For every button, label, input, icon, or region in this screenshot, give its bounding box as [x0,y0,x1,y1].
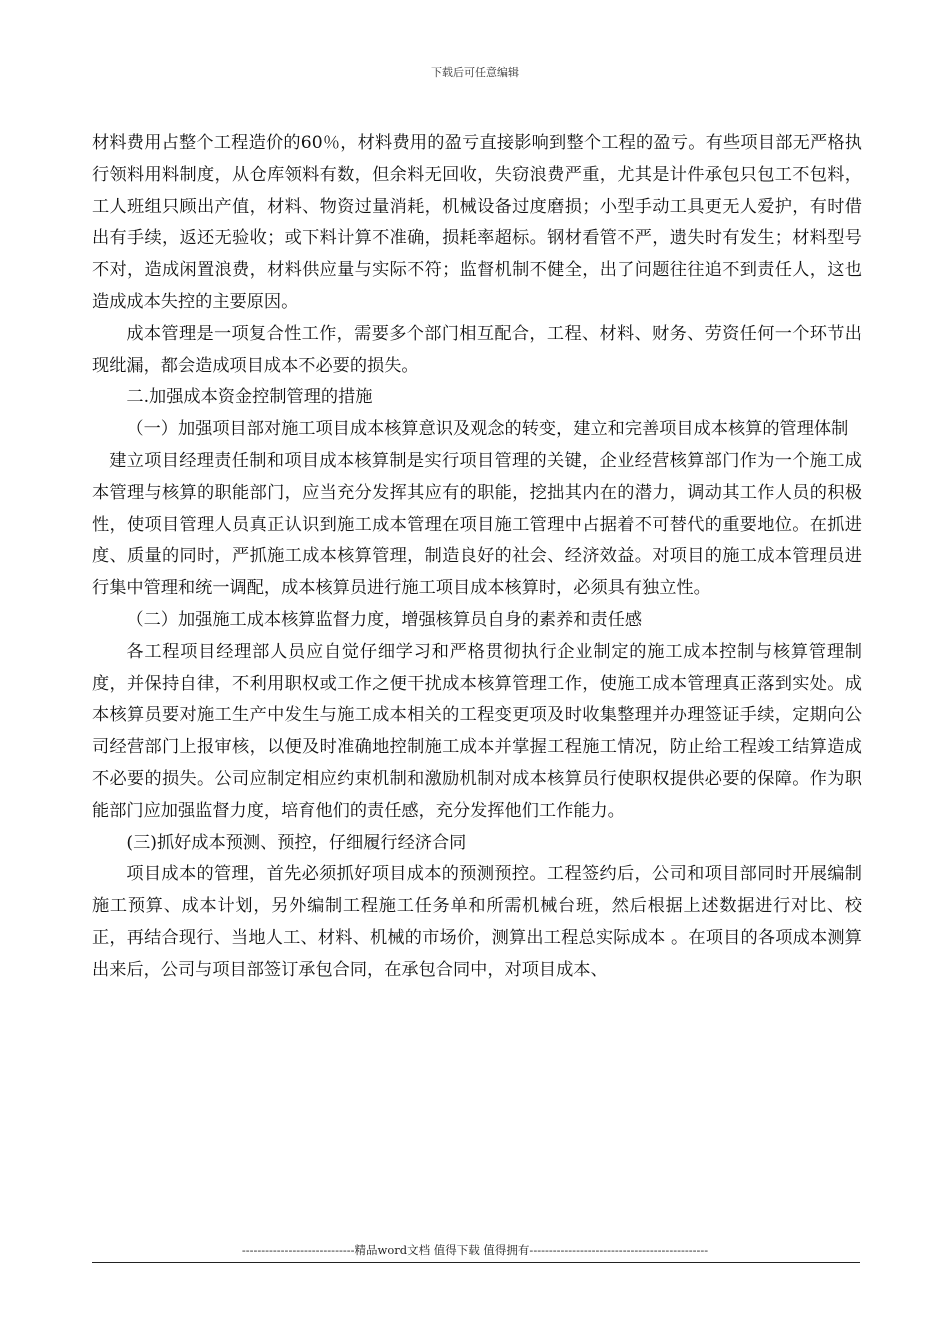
paragraph-material-cost: 材料费用占整个工程造价的60％，材料费用的盈亏直接影响到整个工程的盈亏。有些项目部无严格执行领料用料制度，从仓库领料有数，但余料无回收，失窃浪费严重，尤其是计件承包只包工不包料，工人班组只顾出产值，材料、物资过量消耗，机械设备过度磨损；小型手动工具更无人爱护，有时借出有手续，返还无验收；或下料计算不准确，损耗率超标。钢材看管不严，遗失时有发生；材料型号不对，造成闲置浪费，材料供应量与实际不符；监督机制不健全，出了问题往往追不到责任人，这也造成成本失控的主要原因。 [92,133,862,312]
subheading-2: （二）加强施工成本核算监督力度，增强核算员自身的素养和责任感 [126,609,643,630]
paragraph-cost-management: 成本管理是一项复合性工作，需要多个部门相互配合，工程、材料、财务、劳资任何一个环节出现纰漏，都会造成项目成本不必要的损失。 [92,323,862,376]
paragraph-supervision: 各工程项目经理部人员应自觉仔细学习和严格贯彻执行企业制定的施工成本控制与核算管理制度，并保持自律，不利用职权或工作之便干扰成本核算管理工作，使施工成本管理真正落到实处。成本核算员要对施工生产中发生与施工成本相关的工程变更项及时收集整理并办理签证手续，定期向公司经营部门上报审核，以便及时准确地控制施工成本并掌握工程施工情况，防止给工程竣工结算造成不必要的损失。公司应制定相应约束机制和激励机制对成本核算员行使职权提供必要的保障。作为职能部门应加强监督力度，培育他们的责任感，充分发挥他们工作能力。 [92,641,862,821]
document-body [92,128,862,987]
footer-divider [92,1262,860,1263]
page-header: 下载后可任意编辑 [431,66,519,79]
subheading-3: (三)抓好成本预测、预控，仔细履行经济合同 [126,832,467,853]
paragraph-responsibility-system: 建立项目经理责任制和项目成本核算制是实行项目管理的关键，企业经营核算部门作为一个施工成本管理与核算的职能部门，应当充分发挥其应有的职能，挖拙其内在的潜力，调动其工作人员的积极性，使项目管理人员真正认识到施工成本管理在项目施工管理中占据着不可替代的重要地位。在抓进度、质量的同时，严抓施工成本核算管理，制造良好的社会、经济效益。对项目的施工成本管理员进行集中管理和统一调配，成本核算员进行施工项目成本核算时，必须具有独立性。 [92,450,862,599]
paragraph-prediction: 项目成本的管理，首先必须抓好项目成本的预测预控。工程签约后，公司和项目部同时开展编制施工预算、成本计划，另外编制工程施工任务单和所需机械台班，然后根据上述数据进行对比、校正，再结合现行、当地人工、材料、机械的市场价，测算出工程总实际成本 。在项目的各项成本测算出来后，公司与项目部签订承包合同，在承包合同中，对项目成本、 [92,864,862,980]
page-footer: -----------------------------精品word文档 值得下载 值得拥有---------------------------------------------- [241,1243,709,1257]
section-heading-measures: 二.加强成本资金控制管理的措施 [126,387,373,408]
subheading-1: （一）加强项目部对施工项目成本核算意识及观念的转变，建立和完善项目成本核算的管理体制 [126,419,849,440]
